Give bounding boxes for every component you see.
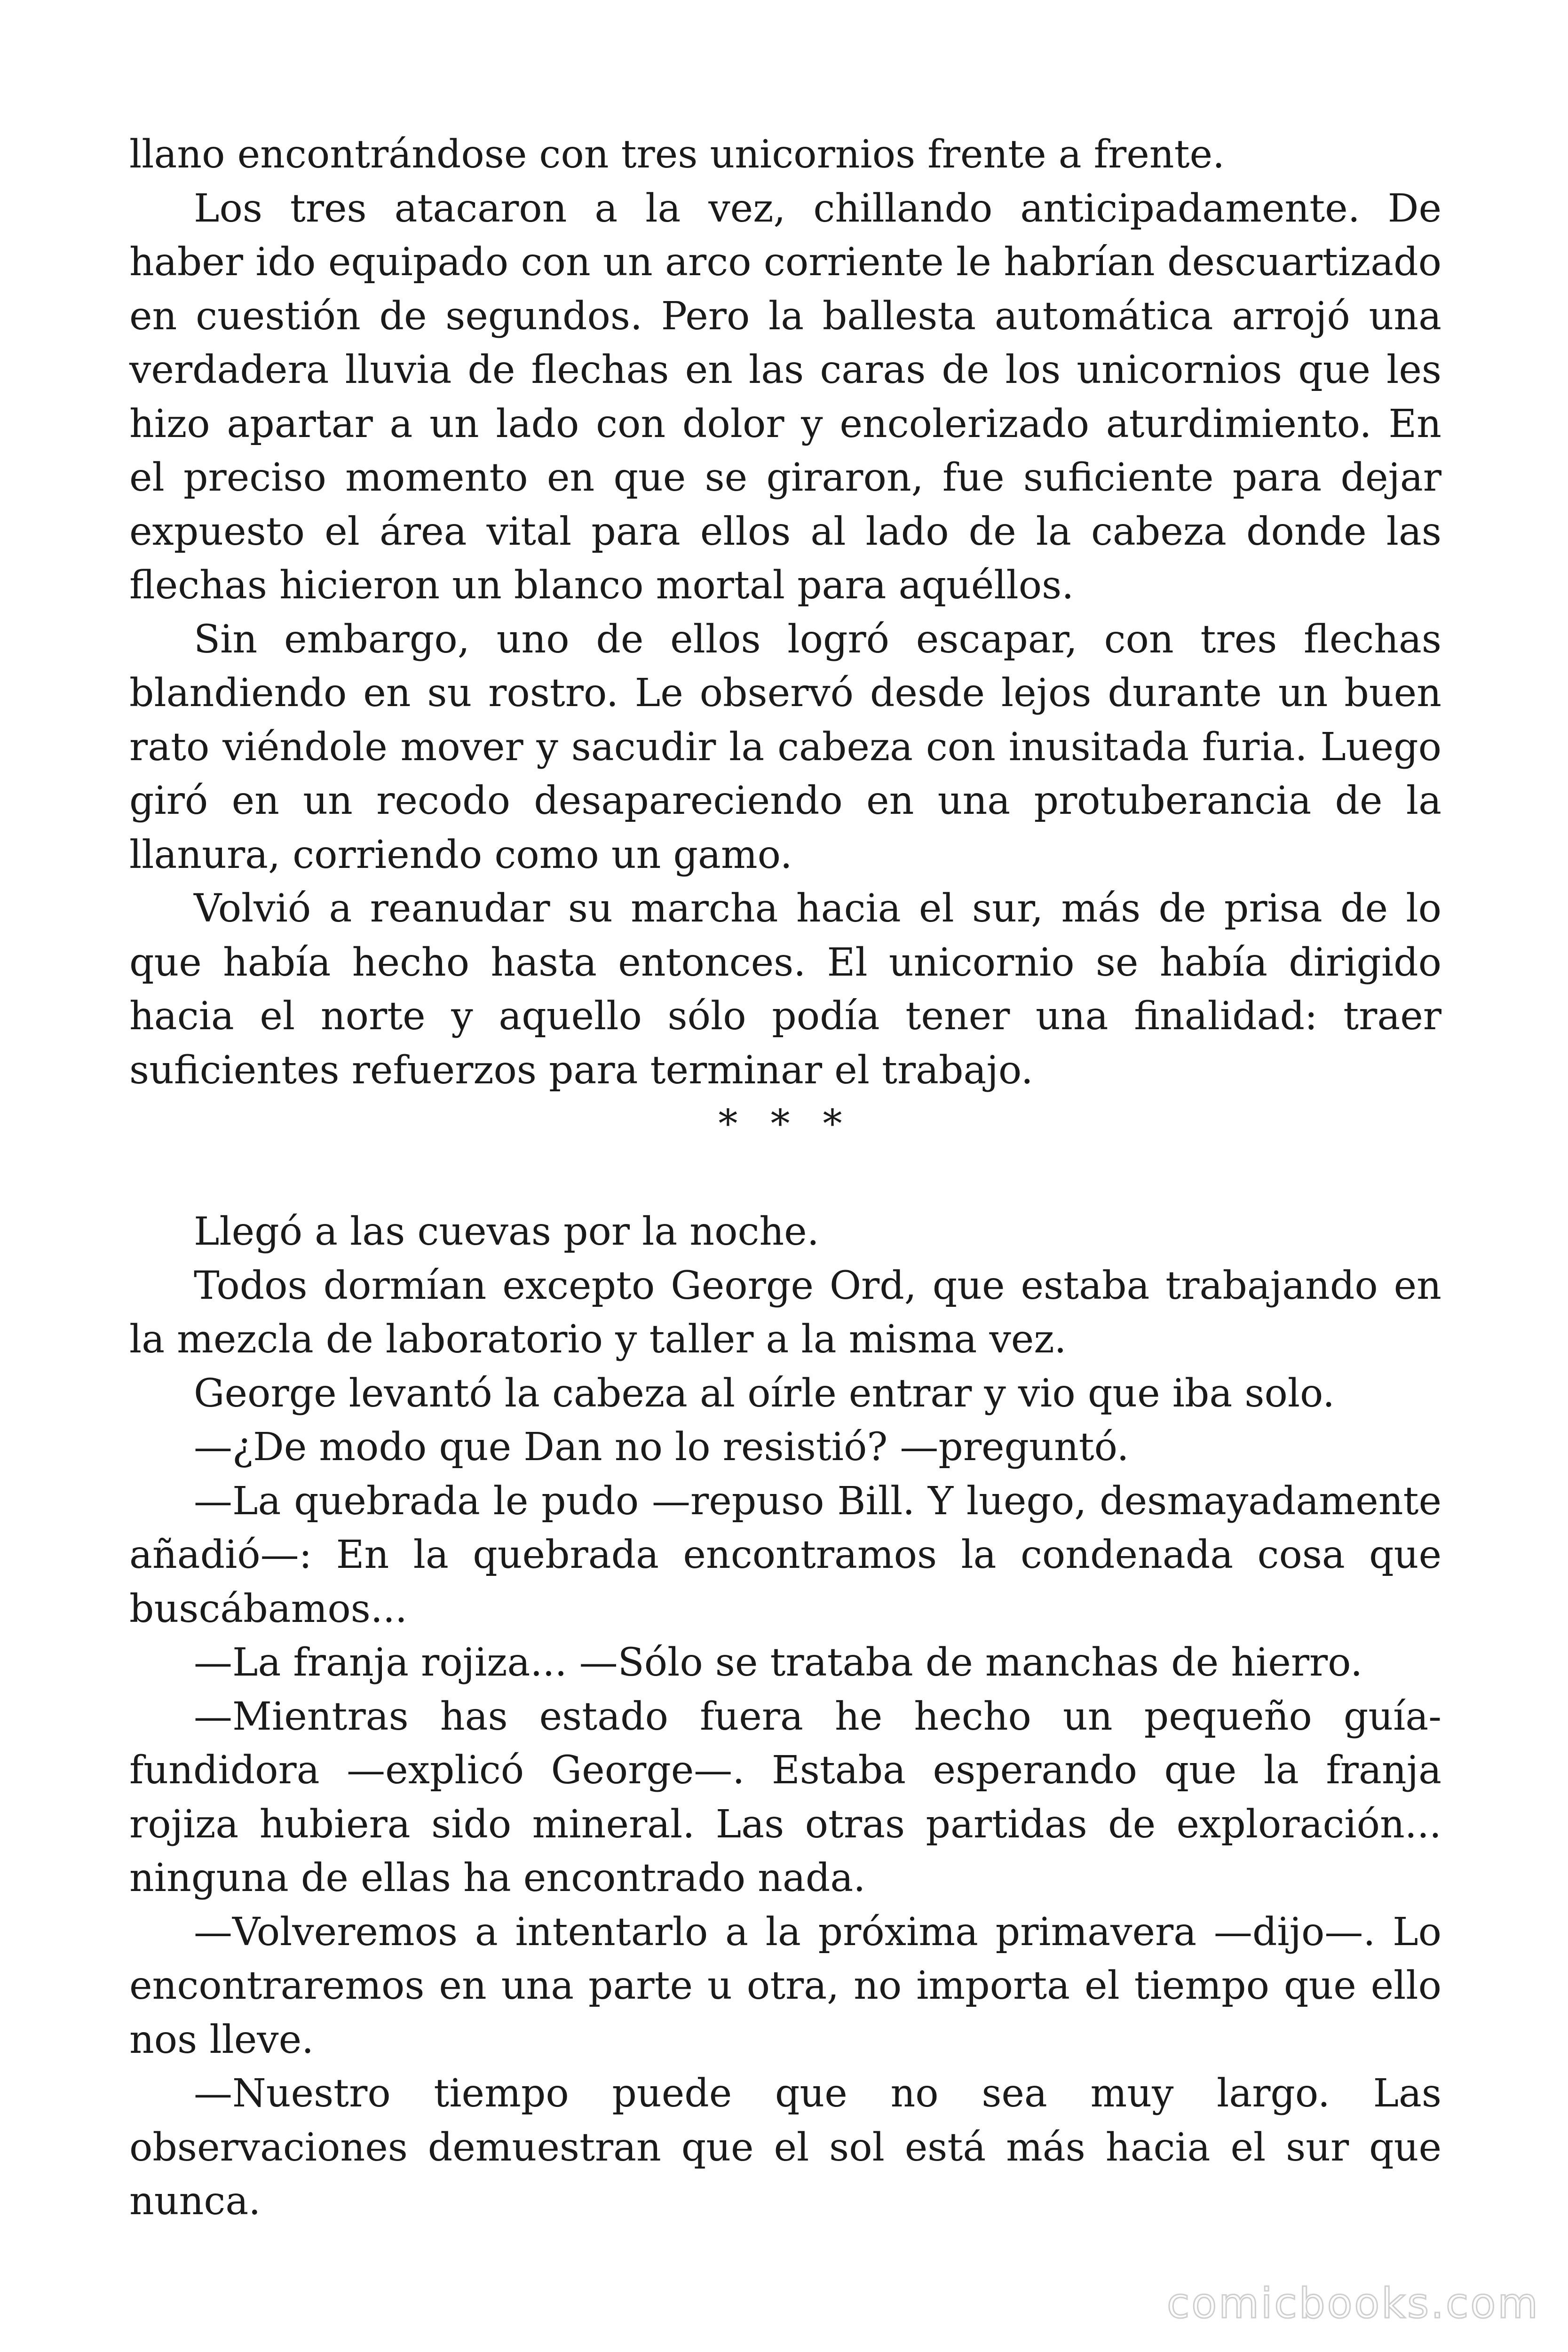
watermark-text: comicbooks.com <box>1166 2279 1540 2328</box>
paragraph-9: —La quebrada le pudo —repuso Bill. Y luego, desmayadamente añadió—: En la quebrada encontramos la condenada cosa que buscábamos... <box>129 1478 1441 1631</box>
paragraph-12: —Volveremos a intentarlo a la próxima primavera —dijo—. Lo encontraremos en una parte u otra, no importa el tiempo que ello nos lleve. <box>129 1909 1441 2062</box>
paragraph-5: Llegó a las cuevas por la noche. <box>194 1209 819 1254</box>
paragraph-6: Todos dormían excepto George Ord, que estaba trabajando en la mezcla de laboratorio y taller a la misma vez. <box>129 1263 1441 1362</box>
paragraph-2: Los tres atacaron a la vez, chillando anticipadamente. De haber ido equipado con un arco corriente le habrían descuartizado en cuestión de segundos. Pero la ballesta automática arrojó una verdadera lluvia de flechas en las caras de los unicornios que les hizo apartar a un lado con dolor y encolerizado aturdimiento. En el preciso momento en que se giraron, fue suficiente para dejar expuesto el área vital para ellos al lado de la cabeza donde las flechas hicieron un blanco mortal para aquéllos. <box>129 186 1441 608</box>
scene-break: * * * <box>718 1102 853 1146</box>
paragraph-4: Volvió a reanudar su marcha hacia el sur, más de prisa de lo que había hecho hasta entonces. El unicornio se había dirigido hacia el norte y aquello sólo podía tener una finalidad: traer suficientes refuerzos para terminar el trabajo. <box>129 886 1441 1093</box>
paragraph-1: llano encontrándose con tres unicornios frente a frente. <box>129 132 1225 177</box>
paragraph-3: Sin embargo, uno de ellos logró escapar, con tres flechas blandiendo en su rostro. Le observó desde lejos durante un buen rato viéndole mover y sacudir la cabeza con inusitada furia. Luego giró en un recodo desapareciendo en una protuberancia de la llanura, corriendo como un gamo. <box>129 617 1441 877</box>
paragraph-13: —Nuestro tiempo puede que no sea muy largo. Las observaciones demuestran que el sol está más hacia el sur que nunca. <box>129 2071 1441 2224</box>
paragraph-7: George levantó la cabeza al oírle entrar y vio que iba solo. <box>194 1371 1335 1416</box>
page-body <box>129 128 1441 2229</box>
paragraph-8: —¿De modo que Dan no lo resistió? —preguntó. <box>194 1425 1129 1470</box>
paragraph-11: —Mientras has estado fuera he hecho un pequeño guía-fundidora —explicó George—. Estaba esperando que la franja rojiza hubiera sido mineral. Las otras partidas de exploración... ninguna de ellas ha encontrado nada. <box>129 1694 1441 1900</box>
paragraph-10: —La franja rojiza... —Sólo se trataba de manchas de hierro. <box>194 1640 1363 1685</box>
